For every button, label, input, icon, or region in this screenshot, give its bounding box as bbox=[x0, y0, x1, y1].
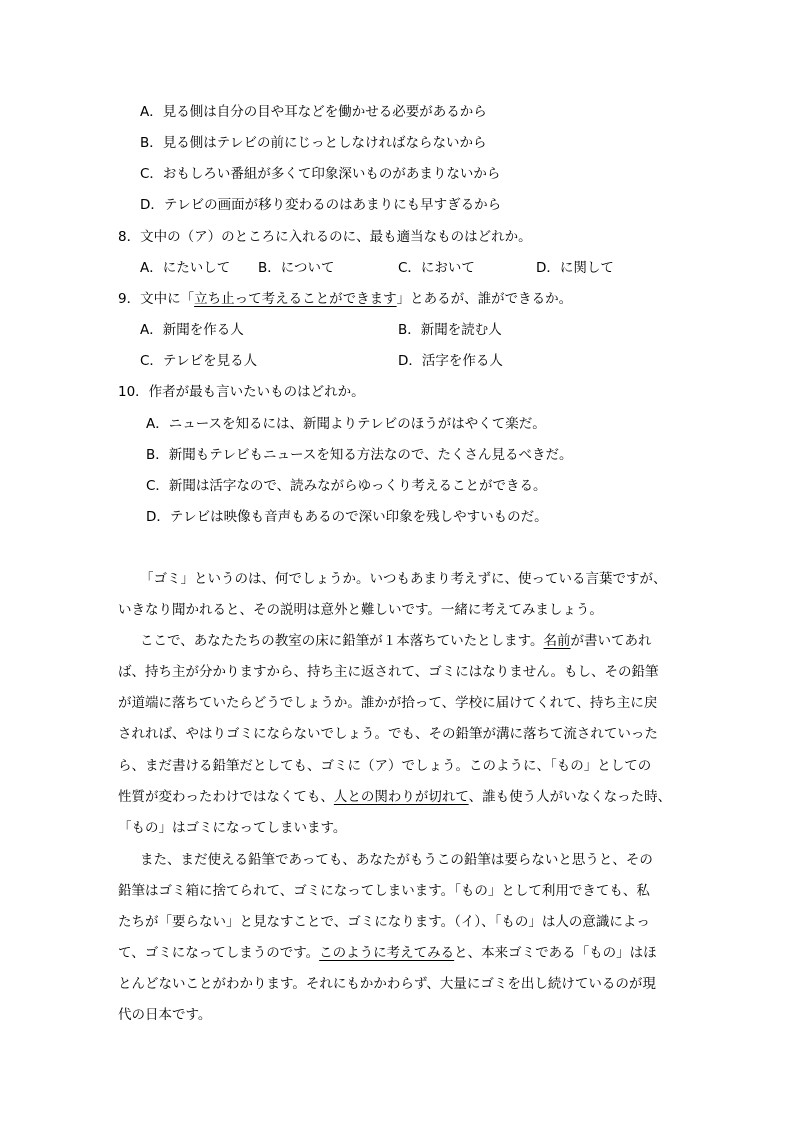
passage-p2-line1 bbox=[140, 631, 652, 651]
q7-option-a: A．見る側は自分の目や耳などを働かせる必要があるから bbox=[140, 104, 487, 120]
underlined-relationship: 人との関わりが切れて bbox=[333, 789, 469, 805]
passage-p1-line2: いきなり聞かれると、その説明は意外と難しいです。一緒に考えてみましょう。 bbox=[118, 602, 603, 618]
q9-option-b: B．新聞を読む人 bbox=[398, 322, 502, 338]
passage-text: が書いてあれ bbox=[570, 633, 652, 649]
q10-option-a: A．ニュースを知るには、新聞よりテレビのほうがはやくて楽だ。 bbox=[146, 416, 546, 432]
q9-underlined-quote: 立ち止って考えることができます bbox=[194, 291, 397, 307]
q7-option-b: B．見る側はテレビの前にじっとしなければならないから bbox=[140, 135, 487, 151]
passage-p3-line3: たちが「要らない」と見なすことで、ゴミになります。（イ）、「もの」は人の意識によっ bbox=[118, 914, 650, 930]
passage-p2-line3: が道端に落ちていたらどうでしょうか。誰かが拾って、学校に届けてくれて、持ち主に戻 bbox=[118, 695, 658, 711]
q8-question: 8．文中の（ア）のところに入れるのに、最も適当なものはどれか。 bbox=[118, 229, 532, 245]
q8-option-b: B．について bbox=[258, 260, 335, 276]
q8-option-a: A．にたいして bbox=[140, 260, 231, 276]
passage-p2-line7: 「もの」はゴミになってしまいます。 bbox=[118, 820, 347, 836]
q9-suffix: 」とあるが、誰ができるか。 bbox=[396, 291, 573, 307]
underlined-name: 名前 bbox=[543, 633, 571, 649]
passage-p2-line6 bbox=[118, 787, 671, 807]
passage-p3-line6: 代の日本です。 bbox=[118, 1007, 212, 1023]
passage-p3-line1: また、まだ使える鉛筆であっても、あなたがもうこの鉛筆は要らないと思うと、その bbox=[140, 852, 653, 868]
passage-text: 、誰も使う人がいなくなった時、 bbox=[468, 789, 672, 805]
q10-option-d: D．テレビは映像も音声もあるので深い印象を残しやすいものだ。 bbox=[146, 509, 548, 525]
q9-option-a: A．新聞を作る人 bbox=[140, 322, 244, 338]
q10-option-c: C．新聞は活字なので、読みながらゆっくり考えることができる。 bbox=[146, 478, 547, 494]
q9-prefix: 9．文中に「 bbox=[118, 291, 195, 307]
passage-text: て、ゴミになってしまうのです。 bbox=[118, 945, 320, 961]
underlined-think-this-way: このように考えてみる bbox=[319, 945, 455, 961]
passage-p3-line4 bbox=[118, 943, 657, 963]
q8-option-c: C．において bbox=[398, 260, 475, 276]
q7-option-d: D．テレビの画面が移り変わるのはあまりにも早すぎるから bbox=[140, 197, 502, 213]
q7-option-c: C．おもしろい番組が多くて印象深いものがあまりないから bbox=[140, 166, 501, 182]
passage-p2-line2: ば、持ち主が分かりますから、持ち主に返されて、ゴミにはなりません。もし、その鉛筆 bbox=[118, 664, 659, 680]
q9-option-c: C．テレビを見る人 bbox=[140, 353, 258, 369]
q8-option-d: D．に関して bbox=[536, 260, 614, 276]
q9-option-d: D．活字を作る人 bbox=[398, 353, 503, 369]
passage-text: と、本来ゴミである「もの」はほ bbox=[454, 945, 657, 961]
q9-question bbox=[118, 289, 572, 309]
q10-question: 10．作者が最も言いたいものはどれか。 bbox=[118, 384, 365, 400]
passage-p2-line4: されれば、やはりゴミにならないでしょう。でも、その鉛筆が溝に落ちて流されていった bbox=[118, 726, 658, 742]
passage-p3-line5: とんどないことがわかります。それにもかかわらず、大量にゴミを出し続けているのが現 bbox=[118, 976, 656, 992]
passage-text: ここで、あなたたちの教室の床に鉛筆が１本落ちていたとします。 bbox=[140, 633, 544, 649]
passage-p2-line5: ら、まだ書ける鉛筆だとしても、ゴミに（ア）でしょう。このように、「もの」としての bbox=[118, 758, 652, 774]
q10-option-b: B．新聞もテレビもニュースを知る方法なので、たくさん見るべきだ。 bbox=[146, 447, 573, 463]
passage-text: 性質が変わったわけではなくても、 bbox=[118, 789, 334, 805]
passage-p3-line2: 鉛筆はゴミ箱に捨てられて、ゴミになってしまいます。「もの」として利用できても、私 bbox=[118, 883, 650, 899]
passage-p1-line1: 「ゴミ」というのは、何でしょうか。いつもあまり考えずに、使っている言葉ですが、 bbox=[140, 571, 667, 587]
